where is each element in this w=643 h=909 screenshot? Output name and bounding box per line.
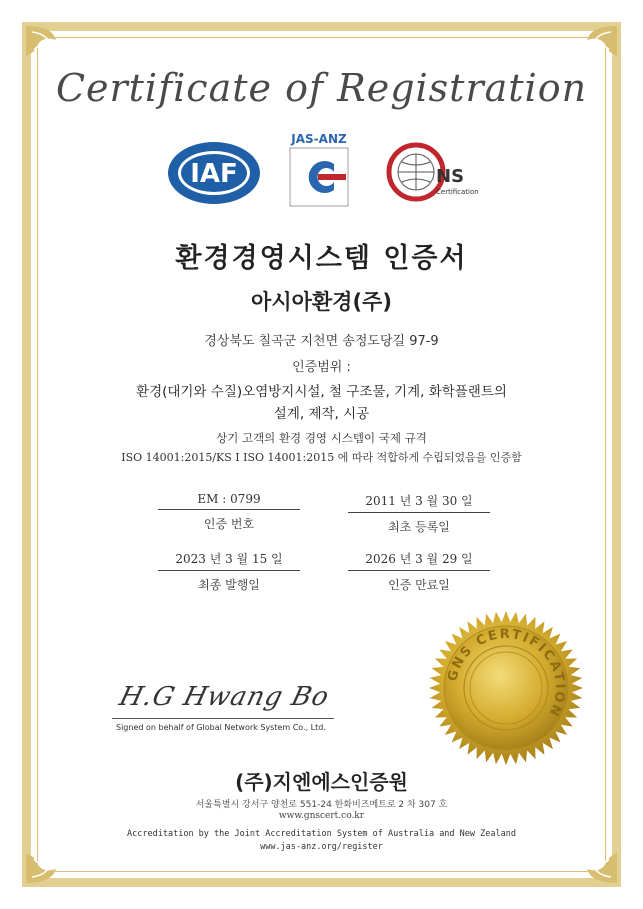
- iaf-logo-icon: [166, 140, 262, 206]
- issue-date-value: 2023 년 3 월 15 일: [175, 552, 283, 566]
- expiry-date-value: 2026 년 3 월 29 일: [365, 552, 473, 566]
- gns-logo-text: NS: [436, 166, 465, 187]
- expiry-date-label: 인증 만료일: [388, 578, 450, 592]
- field-underline: [348, 512, 490, 513]
- gns-logo-subtext: Certification: [436, 188, 479, 196]
- issuer-website-link[interactable]: www.gnscert.co.kr: [278, 811, 365, 821]
- cert-number-label: 인증 번호: [203, 517, 255, 531]
- issue-date-field: [158, 550, 300, 593]
- accreditation-text: Accreditation by the Joint Accreditation System of Australia and New Zealand: [127, 829, 516, 839]
- company-address: 경상북도 칠곡군 지천면 송정도당길 97-9: [204, 334, 439, 349]
- field-underline: [348, 570, 490, 571]
- cert-number-field: [158, 492, 300, 532]
- first-registration-label: 최초 등록일: [388, 520, 450, 534]
- first-registration-field: [348, 492, 490, 535]
- scope-line-2: 설계, 제작, 시공: [273, 406, 370, 422]
- issuer-name: (주)지엔에스인증원: [235, 770, 408, 794]
- field-underline: [158, 570, 300, 571]
- iaf-logo-text: IAF: [190, 159, 238, 189]
- company-name: 아시아환경(주): [251, 290, 392, 314]
- signature: H.G Hwang Bo: [116, 682, 333, 712]
- gns-logo-icon: [386, 140, 486, 204]
- certificate-name: 환경경영시스템 인증서: [175, 243, 468, 274]
- certificate-title: Certificate of Registration: [55, 66, 588, 110]
- scope-line-1: 환경(대기와 수질)오염방지시설, 철 구조물, 기계, 화학플랜트의: [136, 384, 507, 400]
- jas-anz-logo-icon: [284, 130, 354, 210]
- signature-line: [112, 718, 334, 719]
- field-underline: [158, 509, 300, 510]
- accreditation-website-link[interactable]: www.jas-anz.org/register: [260, 842, 383, 852]
- issuer-address: 서울특별시 강서구 양천로 551-24 한화비즈메트로 2 차 307 호: [195, 800, 448, 810]
- signature-caption: Signed on behalf of Global Network System Co., Ltd.: [116, 723, 326, 732]
- issue-date-label: 최종 발행일: [198, 578, 260, 592]
- scope-label: 인증범위 :: [292, 360, 351, 375]
- seal-text: GNS CERTIFICATION: [445, 626, 568, 720]
- statement-line-2: ISO 14001:2015/KS I ISO 14001:2015 에 따라 적합하게 수립되었음을 인증함: [121, 451, 522, 464]
- first-registration-value: 2011 년 3 월 30 일: [365, 494, 473, 508]
- jas-anz-logo-text: JAS-ANZ: [291, 132, 347, 146]
- expiry-date-field: [348, 550, 490, 593]
- statement-line-1: 상기 고객의 환경 경영 시스템이 국제 규격: [216, 431, 427, 445]
- cert-number-value: EM : 0799: [197, 492, 261, 506]
- gold-seal-icon: [428, 610, 584, 766]
